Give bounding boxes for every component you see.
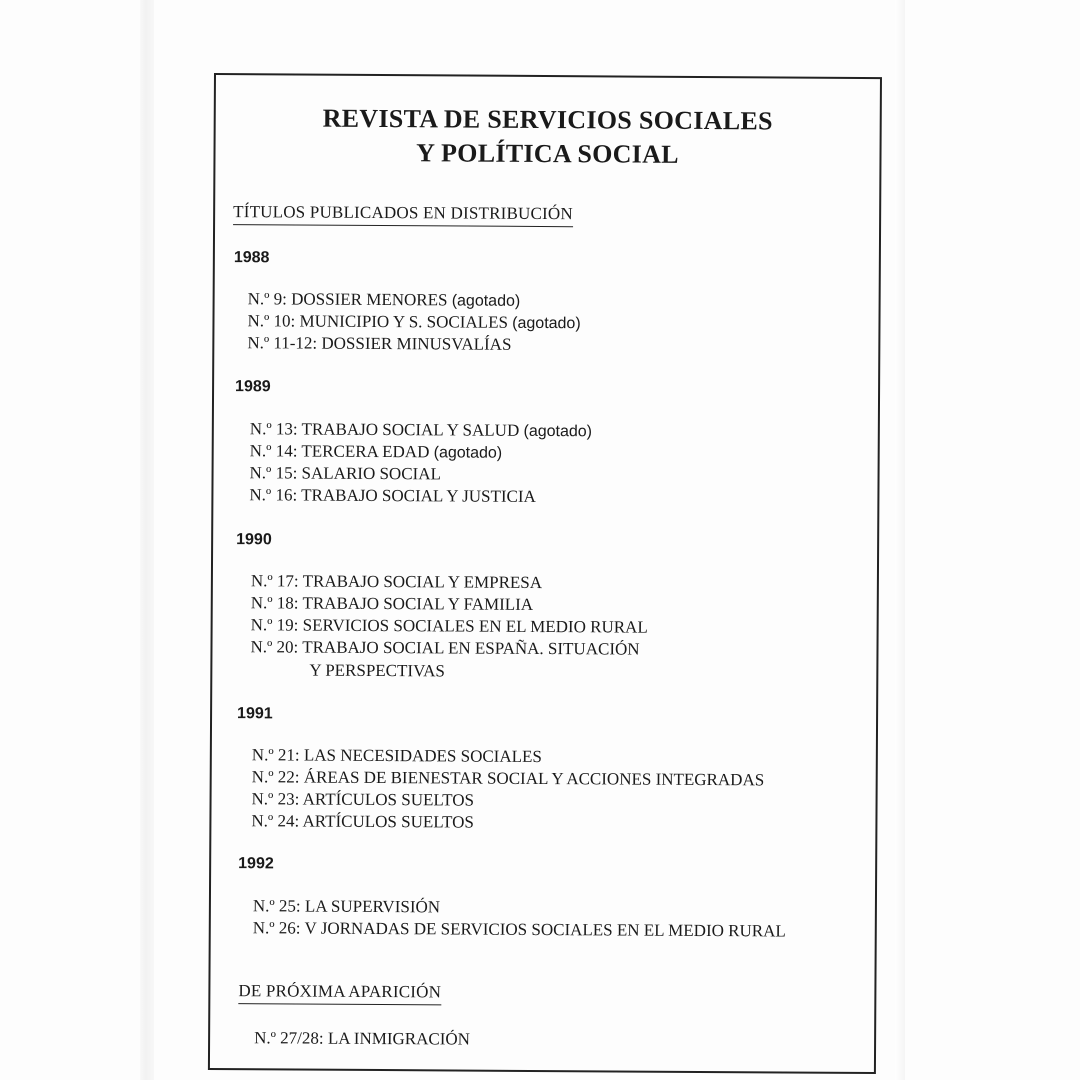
issue-title: SALARIO SOCIAL xyxy=(301,463,441,484)
issue-title: ÁREAS DE BIENESTAR SOCIAL Y ACCIONES INTEGRADAS xyxy=(303,767,765,790)
issue-title: TRABAJO SOCIAL EN ESPAÑA. SITUACIÓN xyxy=(302,637,640,659)
issue-number: N.º 21: xyxy=(251,745,300,765)
issue-number: N.º 11-12: xyxy=(247,333,318,353)
issue-item xyxy=(250,440,503,465)
issue-title: TRABAJO SOCIAL Y EMPRESA xyxy=(302,571,543,593)
journal-title-line1: REVISTA DE SERVICIOS SOCIALES xyxy=(322,103,773,136)
issue-title: LA INMIGRACIÓN xyxy=(327,1028,471,1049)
issue-item xyxy=(247,332,511,356)
issue-item xyxy=(251,570,542,594)
issue-title: TERCERA EDAD xyxy=(301,441,430,462)
issue-number: N.º 24: xyxy=(251,811,300,831)
issue-note: (agotado) xyxy=(512,314,581,333)
issue-title-continuation: Y PERSPECTIVAS xyxy=(309,660,445,681)
issue-item xyxy=(248,288,521,313)
year-heading: 1992 xyxy=(238,855,274,873)
issue-item xyxy=(251,788,474,811)
issue-item xyxy=(253,895,440,918)
issue-title: SERVICIOS SOCIALES EN EL MEDIO RURAL xyxy=(302,615,648,637)
issue-number: N.º 17: xyxy=(250,571,299,591)
issue-number: N.º 19: xyxy=(250,615,299,635)
issue-number: N.º 23: xyxy=(251,789,300,809)
issue-title: LA SUPERVISIÓN xyxy=(304,896,441,917)
issue-number: N.º 22: xyxy=(251,767,300,787)
issue-number: N.º 25: xyxy=(252,896,301,916)
section-heading-upcoming: DE PRÓXIMA APARICIÓN xyxy=(238,981,441,1005)
issue-title: MUNICIPIO Y S. SOCIALES xyxy=(299,311,509,332)
issue-title: DOSSIER MINUSVALÍAS xyxy=(321,333,512,354)
issue-item xyxy=(251,592,533,616)
issue-item xyxy=(249,484,536,508)
issue-title: TRABAJO SOCIAL Y FAMILIA xyxy=(302,593,534,614)
issue-item xyxy=(252,744,542,768)
issue-number: N.º 9: xyxy=(247,289,287,309)
issue-number: N.º 27/28: xyxy=(254,1028,324,1048)
scan-shadow-left xyxy=(140,0,154,1080)
content-frame xyxy=(208,73,882,1074)
issue-note: (agotado) xyxy=(433,444,503,462)
year-heading: 1989 xyxy=(235,378,271,396)
section-heading-published: TÍTULOS PUBLICADOS EN DISTRIBUCIÓN xyxy=(233,202,573,227)
issue-item xyxy=(247,310,580,335)
year-heading: 1991 xyxy=(237,705,273,723)
issue-note: (agotado) xyxy=(523,422,593,441)
issue-item xyxy=(250,636,639,660)
upcoming-issue-item xyxy=(254,1027,470,1050)
issue-title: DOSSIER MENORES xyxy=(291,289,448,310)
issue-item xyxy=(253,917,786,942)
issue-number: N.º 13: xyxy=(249,419,298,439)
issue-title: TRABAJO SOCIAL Y JUSTICIA xyxy=(301,485,536,506)
issue-number: N.º 20: xyxy=(250,637,299,657)
issue-number: N.º 14: xyxy=(249,441,298,461)
issue-item xyxy=(249,462,440,485)
scan-shadow-right xyxy=(895,0,905,1080)
issue-title: V JORNADAS DE SERVICIOS SOCIALES EN EL MEDIO RURAL xyxy=(304,918,786,941)
issue-item xyxy=(251,810,474,833)
issue-note: (agotado) xyxy=(451,292,521,310)
issue-number: N.º 18: xyxy=(250,593,299,613)
issue-item xyxy=(251,614,648,638)
issue-title: TRABAJO SOCIAL Y SALUD xyxy=(301,419,520,440)
year-heading: 1990 xyxy=(236,531,272,549)
issue-title: ARTÍCULOS SUELTOS xyxy=(302,789,475,810)
issue-number: N.º 15: xyxy=(249,463,298,483)
issue-number: N.º 26: xyxy=(252,918,301,938)
issue-title: LAS NECESIDADES SOCIALES xyxy=(303,745,542,767)
issue-item xyxy=(252,766,765,791)
issue-title: ARTÍCULOS SUELTOS xyxy=(302,811,474,832)
journal-title-line2: Y POLÍTICA SOCIAL xyxy=(416,138,679,169)
issue-number: N.º 10: xyxy=(247,311,296,331)
issue-number: N.º 16: xyxy=(249,485,298,505)
year-heading: 1988 xyxy=(233,249,270,267)
